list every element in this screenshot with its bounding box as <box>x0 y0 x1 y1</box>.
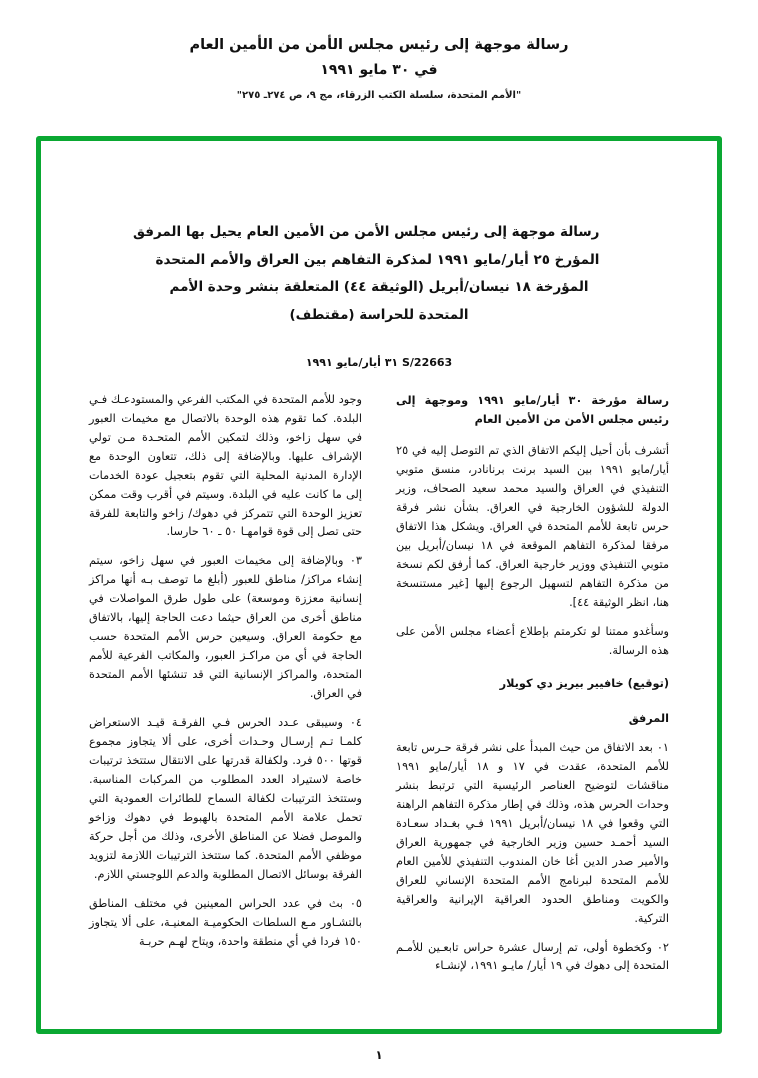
letter-paragraph-1: أتشرف بأن أحيل إليكم الاتفاق الذي تم التوصل إليه في ٢٥ أيار/مايو ١٩٩١ بين السيد برنت برنانادر، منسق متوبي التنفيذي في العراق والسيد محمد سعيد الصحاف، وزير الدولة للشؤون الخارجية في العراق. بشأن نشر فرقة حرس تابعة للأمم المتحدة في العراق. ويشكل هذا الاتفاق مرفقا لمذكرة التفاهم الموقعة في ١٨ نيسان/أبريل بين متوبي التنفيذي ووزير خارجية العراق. كما أرفق لكم نسخة من مذكرة التفاهم لتسهيل الرجوع إليها [غير مستنسخة هنا، انظر الوثيقة ٤٤]. <box>396 444 669 609</box>
left-paragraph-4: ٠٥ بث في عدد الحراس المعينين في مختلف المناطق بالتشـاور مـع السلطات الحكوميـة المعنيـة، على ألا يتجاوز ١٥٠ فردا في أي منطقة واحدة، ويتاح لهـم حربـة <box>89 896 362 948</box>
letter-paragraph-2: وسأغدو ممتنا لو تكرمتم بإطلاع أعضاء مجلس الأمن على هذه الرسالة. <box>396 624 669 657</box>
annex-title: المرفق <box>628 711 669 725</box>
header-title-line-2: في ٣٠ مايو ١٩٩١ <box>320 62 438 79</box>
green-border-frame <box>36 136 722 1034</box>
left-paragraph-2: ٠٣ وبالإضافة إلى مخيمات العبور في سهل زاخو، سيتم إنشاء مراكز/ مناطق للعبور (أبلغ ما توصف بـه أنها مراكز إنسانية معززة وموسعة) على طول طرق المواصلات في مناطق أخرى من العراق حيثما دعت الحاجة إليها، بالاتفاق مع حكومة العراق. وسيعين حرس الأمم المتحدة حسب الحاجة في أي من مراكـز العبور، والمكاتب الفرعية للأمم المتحدة، والمراكز الإنسانية التي قد تنشئها الأمم المتحدة في العراق. <box>89 554 362 701</box>
document-heading-line-2: المؤرخ ٢٥ أيار/مايو ١٩٩١ لمذكرة التفاهم بين العراق والأمم المتحدة <box>155 251 600 268</box>
column-left <box>89 391 362 987</box>
frame-content <box>41 141 717 1029</box>
letter-heading: رسالة مؤرخة ٣٠ أيار/مايو ١٩٩١ وموجهة إلى رئيس مجلس الأمن من الأمين العام <box>396 393 670 427</box>
left-paragraph-3: ٠٤ وسيبقى عـدد الحرس فـي الفرقـة قيـد الاستعراض كلمـا تـم إرسـال وحـدات أخرى، على ألا يتجاوز مجموع قوتها ٥٠٠ فرد. ولكفالة قدرتها على الانتقال ستتخذ ترتيبات خاصة لاستيراد العدد المطلوب من المركبات المناسبة. وستتخذ الترتيبات لكفالة السماح للطائرات العمودية التي تحمل علامة الأمم المتحدة بالهبوط في دهوك وزاخو والموصل فضلا عن المناطق الأخرى، وذلك من أجل حركة موظفي الأمم المتحدة. كما ستتخذ الترتيبات اللازمة لتزويد الفرقة بوسائل الاتصال المطلوبة والدعم اللوجستي اللازم. <box>89 716 362 881</box>
document-header <box>0 0 758 108</box>
document-heading <box>132 219 600 330</box>
document-heading-line-4: المتحدة للحراسة (مقتطف) <box>289 307 469 324</box>
document-symbol: S/22663 <box>401 355 453 369</box>
body-columns <box>89 391 669 987</box>
column-right <box>396 391 669 987</box>
document-reference-row <box>89 356 669 369</box>
header-title-line-1: رسالة موجهة إلى رئيس مجلس الأمن من الأمين العام <box>189 37 569 53</box>
annex-item-1: ٠١ بعد الاتفاق من حيث المبدأ على نشر فرقة حـرس تابعة للأمم المتحدة، عقدت في ١٧ و ١٨ أيار/مايو ١٩٩١ مناقشات لتوضيح العناصر الرئيسية التي ترتبط بنشر وحدات الحرس هذه، وذلك في إطار مذكرة التفاهم الراهنة التي وقعوا في ١٨ نيسان/أبريل ١٩٩١ فـي بغـداد سعـادة السيد أحمـد حسين وزير الخارجية في جمهورية العراق والأمير صدر الدين أغا خان المندوب التنفيذي للأمين العام للأمم المتحدة لبرنامج الأمم المتحدة الإنساني للعراق والكويت ومناطق الحدود العراقية الإيرانية والعراقية التركية. <box>396 740 669 925</box>
page-number: ١ <box>375 1048 383 1062</box>
document-heading-line-1: رسالة موجهة إلى رئيس مجلس الأمن من الأمين العام يحيل بها المرفق <box>132 224 600 240</box>
letter-signature: (توقيع) خافيير بيريز دي كويلار <box>499 676 669 690</box>
document-heading-line-3: المؤرخة ١٨ نيسان/أبريل (الوثيقة ٤٤) المتعلقة بنشر وحدة الأمم <box>169 279 589 296</box>
annex-item-2: ٠٢ وكخطوة أولى، تم إرسال عشرة حراس تابعـين للأمـم المتحدة إلى دهوك في ١٩ أيار/ مايـو ١٩٩١، لإنشـاء <box>396 940 669 973</box>
header-source-line: "الأمم المتحدة، سلسلة الكتب الزرقاء، مج ٩، ص ٢٧٤ـ ٢٧٥" <box>236 89 522 101</box>
document-date: ٣١ أيار/مايو ١٩٩١ <box>305 355 399 369</box>
left-paragraph-1: وجود للأمم المتحدة في المكتب الفرعي والمستودعـك فـي البلدة. كما تقوم هذه الوحدة بالاتصال مع مخيمات العبور في سهل زاخو، وذلك لتمكين الأمم المتحـدة مـن تولي الإشراف عليها. وبالإضافة إلى ذلك، تتعاون الوحدة مع الإدارة المدنية المحلية التي تقوم بتعجيل عودة الخدمات إلى ما كانت عليه في البلدة. وسيتم في أقرب وقت ممكن تعزيز الوحدة التي تتمركز في دهوك/ زاخو والتابعة للفرقة حتى تصل إلى قوة قوامهـا ٥٠ ـ ٦٠ حارسا. <box>89 392 362 539</box>
